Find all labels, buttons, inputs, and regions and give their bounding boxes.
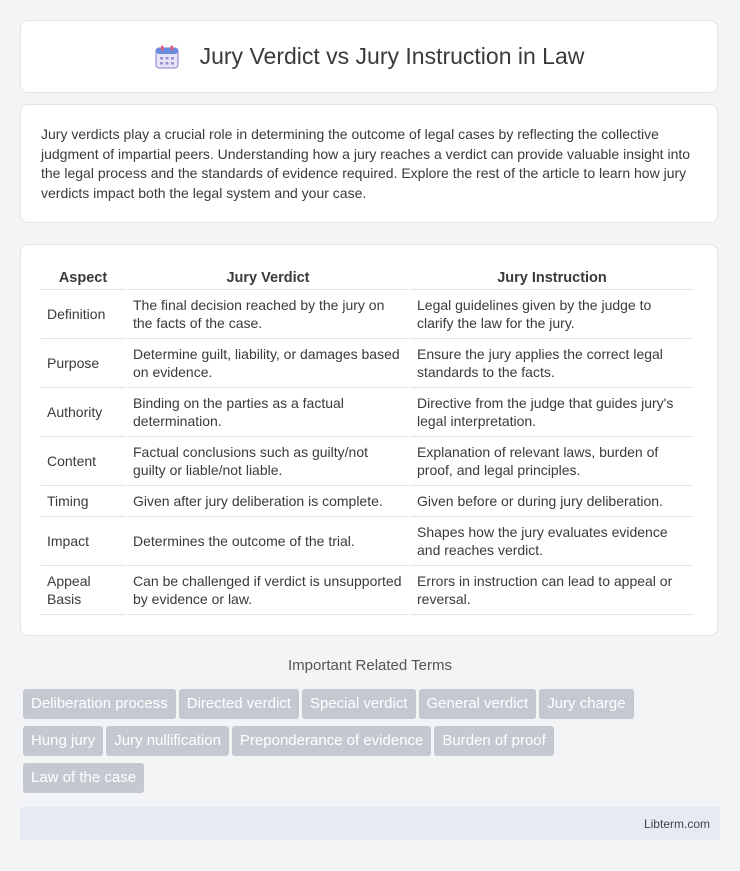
column-header-jury-verdict: Jury Verdict — [127, 267, 409, 290]
row-verdict: Determines the outcome of the trial. — [127, 517, 409, 566]
related-terms-title: Important Related Terms — [288, 657, 452, 674]
table-row — [41, 388, 693, 437]
tag-burden-of-proof[interactable]: Burden of proof — [434, 726, 553, 756]
row-instruction: Legal guidelines given by the judge to clarify the law for the jury. — [411, 290, 693, 339]
row-instruction: Ensure the jury applies the correct legal standards to the facts. — [411, 339, 693, 388]
row-verdict: Determine guilt, liability, or damages based on evidence. — [127, 339, 409, 388]
row-verdict: Factual conclusions such as guilty/not guilty or liable/not liable. — [127, 437, 409, 486]
intro-text: Jury verdicts play a crucial role in determining the outcome of legal cases by reflecting the collective judgment of impartial peers. Understanding how a jury reaches a verdict can provide valuable insight into the legal process and the standards of evidence required. Explore the rest of the article to learn how jury verdicts impact both the legal system and your case. — [41, 126, 691, 201]
table-row — [41, 486, 693, 517]
row-aspect: Timing — [41, 486, 125, 517]
tag-general-verdict[interactable]: General verdict — [419, 689, 537, 719]
tag-directed-verdict[interactable]: Directed verdict — [179, 689, 299, 719]
tag-hung-jury[interactable]: Hung jury — [23, 726, 103, 756]
tag-law-of-the-case[interactable]: Law of the case — [23, 763, 144, 793]
related-terms-list — [23, 689, 723, 800]
row-verdict: Binding on the parties as a factual determination. — [127, 388, 409, 437]
row-aspect: Content — [41, 437, 125, 486]
table-row — [41, 566, 693, 615]
footer-site-link[interactable]: Libterm.com — [643, 817, 710, 831]
row-instruction: Shapes how the jury evaluates evidence and reaches verdict. — [411, 517, 693, 566]
row-verdict: Can be challenged if verdict is unsupported by evidence or law. — [127, 566, 409, 615]
row-aspect: Purpose — [41, 339, 125, 388]
footer — [20, 807, 720, 840]
comparison-table — [39, 267, 695, 615]
intro-card — [20, 104, 718, 223]
row-instruction: Explanation of relevant laws, burden of proof, and legal principles. — [411, 437, 693, 486]
row-instruction: Errors in instruction can lead to appeal or reversal. — [411, 566, 693, 615]
tag-preponderance-of-evidence[interactable]: Preponderance of evidence — [232, 726, 431, 756]
table-row — [41, 437, 693, 486]
row-instruction: Directive from the judge that guides jury's legal interpretation. — [411, 388, 693, 437]
row-instruction: Given before or during jury deliberation. — [411, 486, 693, 517]
header-card — [20, 20, 718, 93]
column-header-aspect: Aspect — [41, 267, 125, 290]
table-row — [41, 517, 693, 566]
page-title: Jury Verdict vs Jury Instruction in Law — [199, 43, 585, 69]
tag-jury-nullification[interactable]: Jury nullification — [106, 726, 229, 756]
row-aspect: Definition — [41, 290, 125, 339]
column-header-jury-instruction: Jury Instruction — [411, 267, 693, 290]
row-verdict: Given after jury deliberation is complete. — [127, 486, 409, 517]
tag-jury-charge[interactable]: Jury charge — [539, 689, 633, 719]
row-aspect: Authority — [41, 388, 125, 437]
row-aspect: Impact — [41, 517, 125, 566]
tag-deliberation-process[interactable]: Deliberation process — [23, 689, 176, 719]
table-row — [41, 339, 693, 388]
row-verdict: The final decision reached by the jury on the facts of the case. — [127, 290, 409, 339]
row-aspect: Appeal Basis — [41, 566, 125, 615]
calendar-icon — [154, 44, 180, 70]
table-row — [41, 290, 693, 339]
comparison-card — [20, 244, 718, 636]
tag-special-verdict[interactable]: Special verdict — [302, 689, 416, 719]
